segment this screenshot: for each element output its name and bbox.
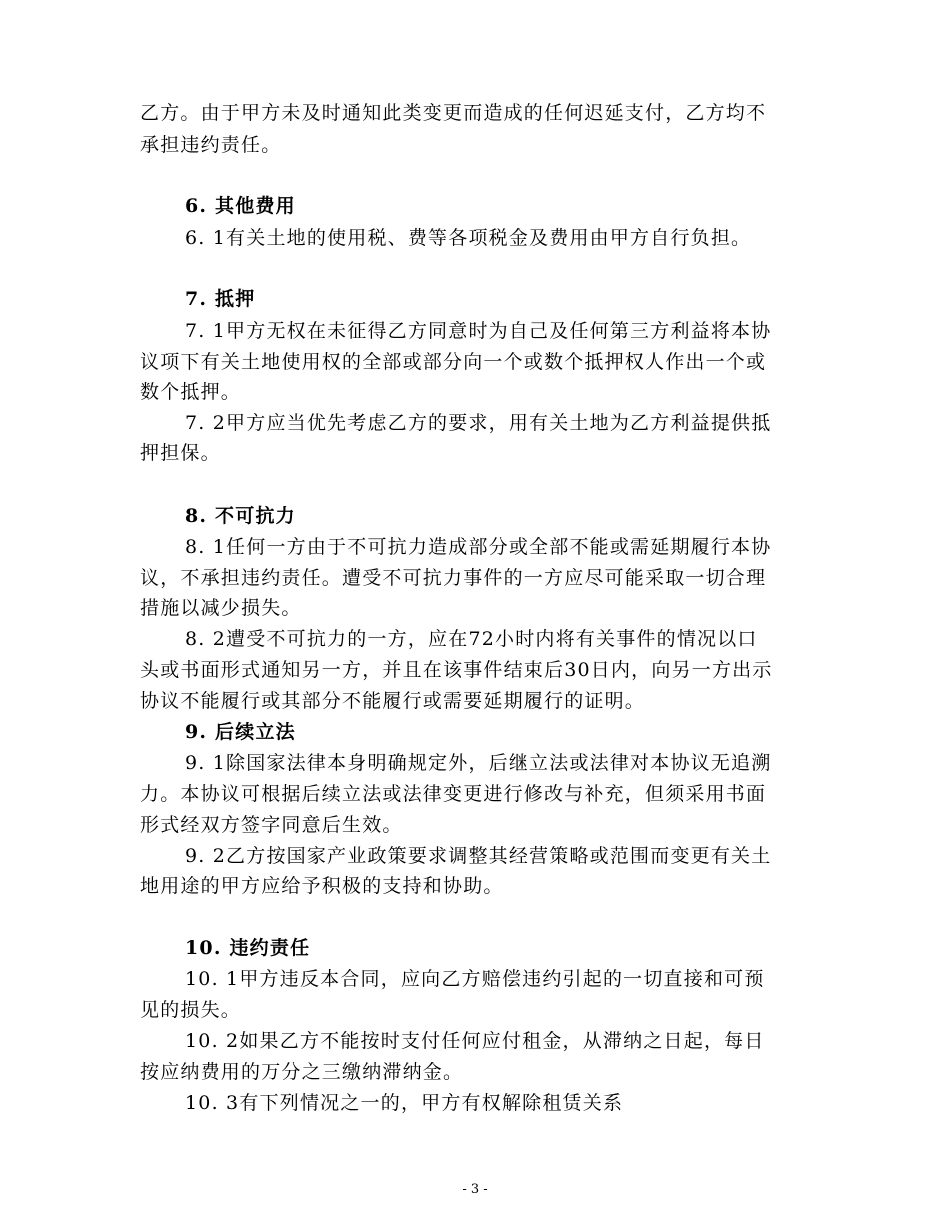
section-8-1-line-3: 措施以减少损失。 [140, 597, 302, 619]
section-9-2-line-2: 地用途的甲方应给予积极的支持和协助。 [140, 875, 504, 897]
section-9-heading: 9. 后续立法 [185, 721, 296, 743]
section-8-2-line-3: 协议不能履行或其部分不能履行或需要延期履行的证明。 [140, 690, 646, 712]
continuation-line-1: 乙方。由于甲方未及时通知此类变更而造成的任何迟延支付，乙方均不 [140, 102, 767, 124]
section-7-1-line-3: 数个抵押。 [140, 381, 242, 403]
section-10-1-line-2: 见的损失。 [140, 999, 242, 1021]
section-10-heading: 10. 违约责任 [185, 937, 311, 959]
section-8-1-line-1: 8. 1任何一方由于不可抗力造成部分或全部不能或需延期履行本协 [185, 536, 772, 558]
section-7-1-line-2: 议项下有关土地使用权的全部或部分向一个或数个抵押权人作出一个或 [140, 351, 767, 373]
section-10-1-line-1: 10. 1甲方违反本合同，应向乙方赔偿违约引起的一切直接和可预 [185, 968, 765, 990]
section-9-2-line-1: 9. 2乙方按国家产业政策要求调整其经营策略或范围而变更有关土 [185, 845, 772, 867]
section-7-2-line-1: 7. 2甲方应当优先考虑乙方的要求，用有关土地为乙方利益提供抵 [185, 412, 772, 434]
page-number: - 3 - [462, 1182, 488, 1197]
section-10-2-line-2: 按应纳费用的万分之三缴纳滞纳金。 [140, 1061, 464, 1083]
section-10-3-line-1: 10. 3有下列情况之一的，甲方有权解除租赁关系 [185, 1092, 624, 1114]
continuation-line-2: 承担违约责任。 [140, 134, 282, 156]
section-7-heading: 7. 抵押 [185, 288, 256, 310]
section-10-2-line-1: 10. 2如果乙方不能按时支付任何应付租金，从滞纳之日起，每日 [185, 1030, 765, 1052]
section-8-2-line-1: 8. 2遭受不可抗力的一方，应在72小时内将有关事件的情况以口 [185, 628, 758, 650]
section-7-2-line-2: 押担保。 [140, 442, 221, 464]
section-6-heading: 6. 其他费用 [185, 195, 296, 217]
section-6-1-line-1: 6. 1有关土地的使用税、费等各项税金及费用由甲方自行负担。 [185, 227, 752, 249]
section-9-1-line-2: 力。本协议可根据后续立法或法律变更进行修改与补充，但须采用书面 [140, 783, 767, 805]
section-8-1-line-2: 议，不承担违约责任。遭受不可抗力事件的一方应尽可能采取一切合理 [140, 567, 767, 589]
section-9-1-line-1: 9. 1除国家法律本身明确规定外，后继立法或法律对本协议无追溯 [185, 752, 772, 774]
section-8-heading: 8. 不可抗力 [185, 505, 296, 527]
section-9-1-line-3: 形式经双方签字同意后生效。 [140, 814, 403, 836]
section-8-2-line-2: 头或书面形式通知另一方，并且在该事件结束后30日内，向另一方出示 [140, 659, 773, 681]
section-7-1-line-1: 7. 1甲方无权在未征得乙方同意时为自己及任何第三方利益将本协 [185, 320, 772, 342]
